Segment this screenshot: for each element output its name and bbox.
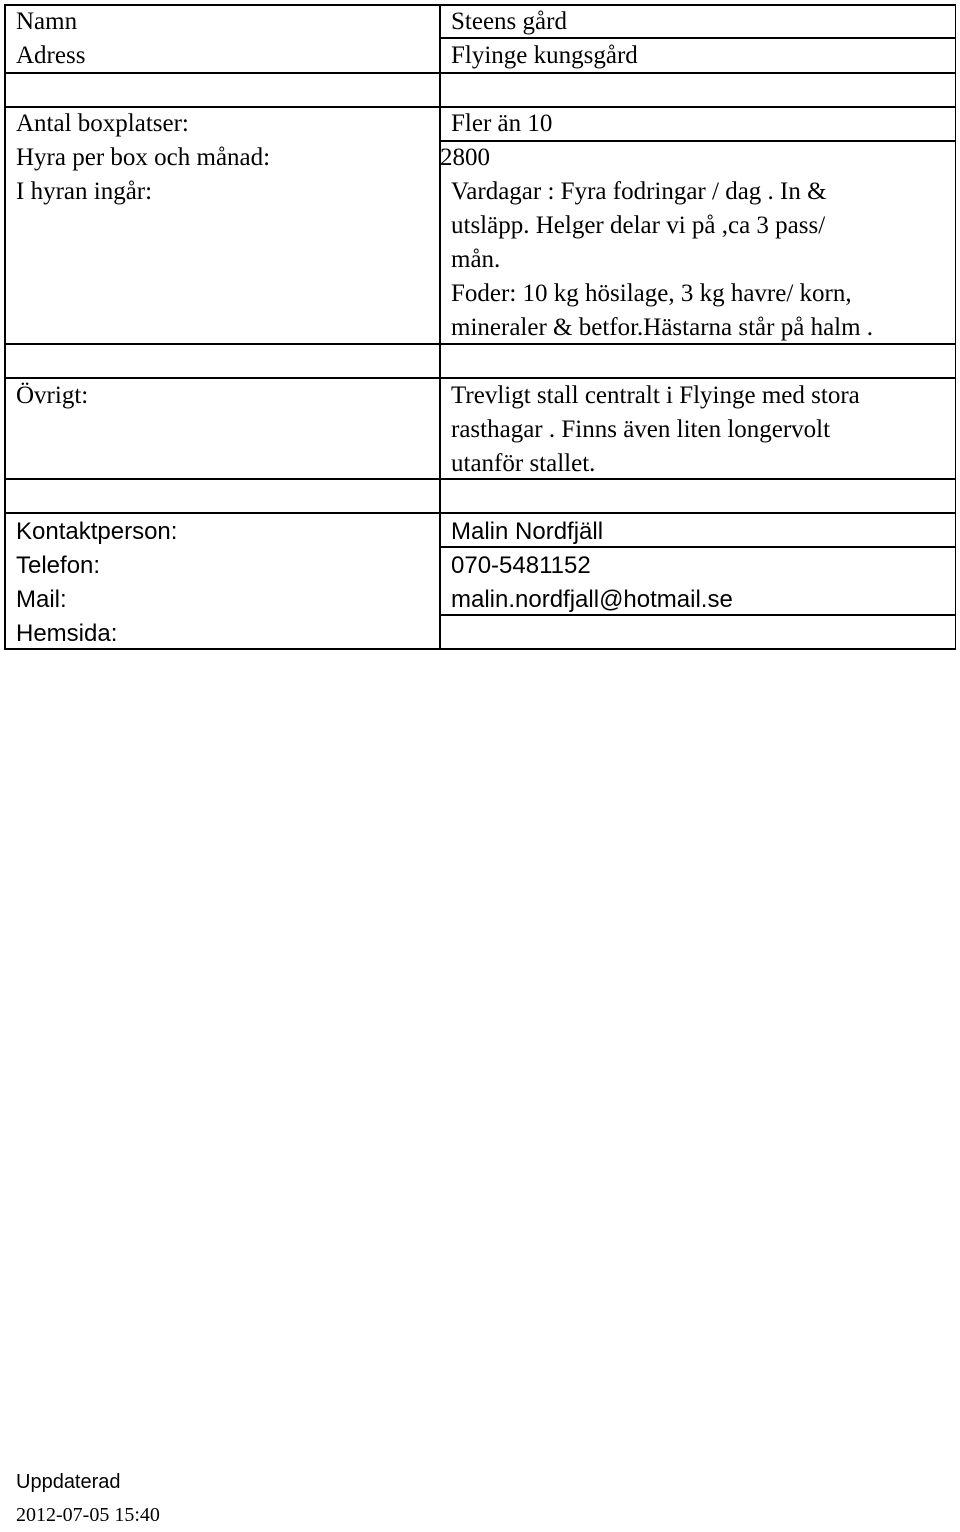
value-line: rasthagar . Finns även liten longervolt — [451, 416, 831, 443]
table-row-empty — [4, 481, 956, 515]
value-line: utanför stallet. — [451, 450, 596, 477]
value-line: utsläpp. Helger delar vi på ,ca 3 pass/ — [451, 212, 826, 239]
value-line: Foder: 10 kg hösilage, 3 kg havre/ korn, — [451, 280, 852, 307]
row-value-multiline — [440, 175, 956, 345]
row-label: Adress — [16, 42, 86, 69]
table-row-box-count — [4, 107, 956, 141]
row-value: 2800 — [440, 144, 490, 171]
value-line: Trevligt stall centralt i Flyinge med stora — [451, 382, 860, 409]
row-value: Steens gård — [451, 8, 567, 35]
row-label: Kontaktperson: — [16, 518, 178, 545]
table-row-mail — [4, 583, 956, 617]
row-label: Telefon: — [16, 552, 101, 579]
row-label: Hemsida: — [16, 620, 118, 647]
updated-footer — [16, 1466, 160, 1532]
row-value: 070-5481152 — [451, 552, 591, 579]
row-label: Namn — [16, 8, 78, 35]
row-value: Fler än 10 — [451, 110, 553, 137]
row-label: Mail: — [16, 586, 67, 613]
value-line: mineraler & betfor.Hästarna står på halm . — [451, 314, 874, 341]
row-label: Övrigt: — [16, 382, 89, 409]
table-row-empty — [4, 345, 956, 379]
value-line: mån. — [451, 246, 501, 273]
table-row-address — [4, 39, 956, 73]
updated-datetime: 2012-07-05 15:40 — [16, 1504, 160, 1526]
table-row-included — [4, 175, 956, 345]
table-row-other — [4, 379, 956, 481]
table-row-website — [4, 617, 956, 651]
row-value: malin.nordfjall@hotmail.se — [451, 586, 733, 613]
table-row-empty — [4, 73, 956, 107]
table-row-rent — [4, 141, 956, 175]
row-value: Malin Nordfjäll — [451, 518, 604, 545]
row-value-multiline — [440, 379, 956, 481]
value-line: Vardagar : Fyra fodringar / dag . In & — [451, 178, 827, 205]
table-row-contact — [4, 515, 956, 549]
row-value: Flyinge kungsgård — [451, 42, 638, 69]
row-label: I hyran ingår: — [16, 178, 153, 205]
listing-table — [4, 4, 956, 650]
table-row-phone — [4, 549, 956, 583]
table-row-name — [4, 5, 956, 39]
row-label: Hyra per box och månad: — [16, 144, 271, 171]
updated-label: Uppdaterad — [16, 1471, 121, 1493]
row-label: Antal boxplatser: — [16, 110, 189, 137]
row-value — [440, 617, 956, 651]
